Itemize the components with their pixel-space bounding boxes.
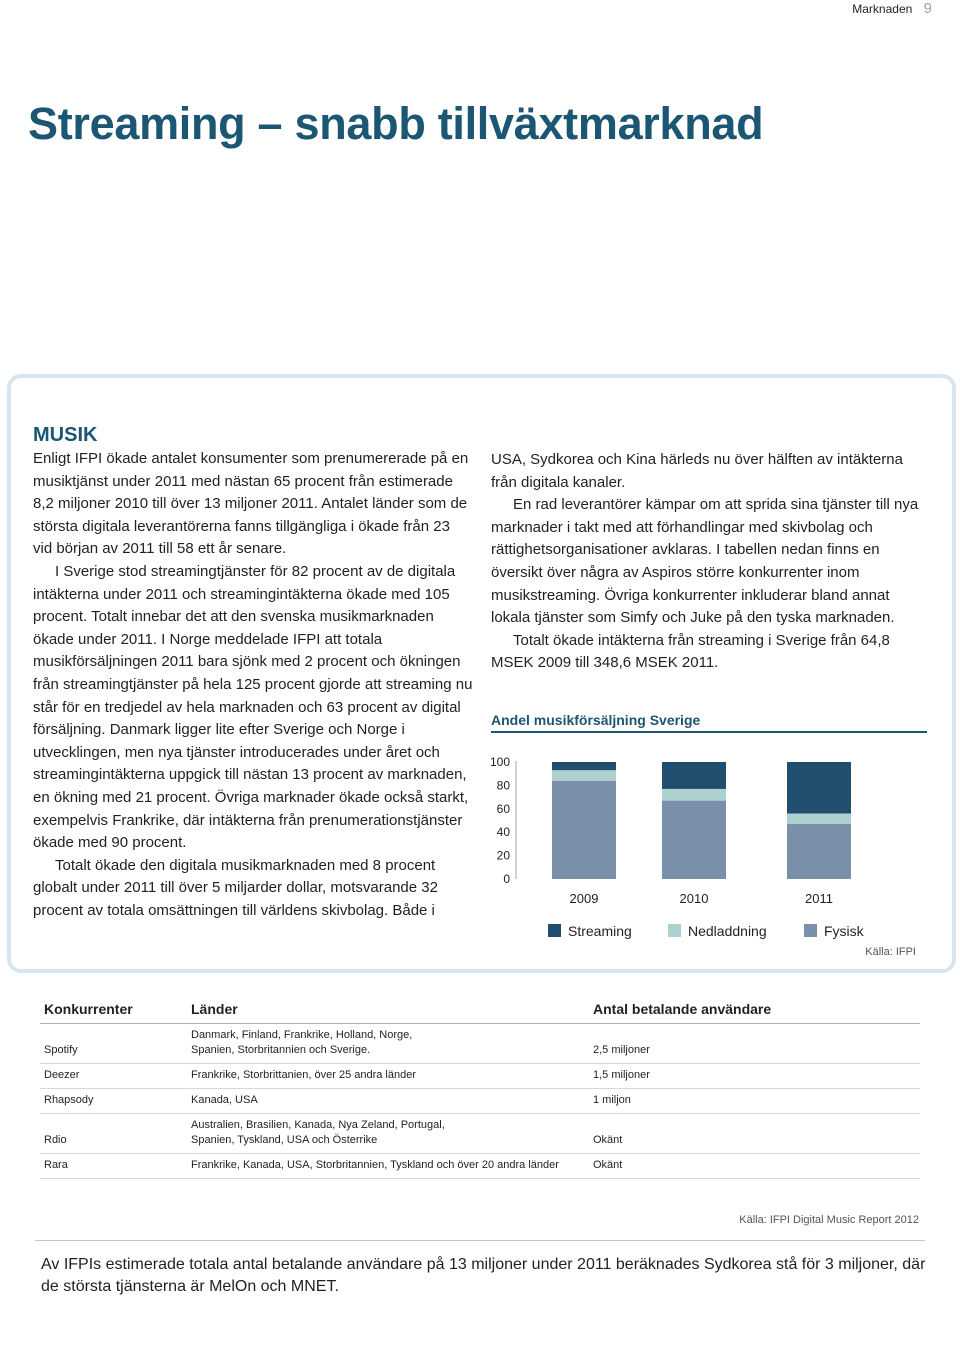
divider — [35, 1240, 925, 1241]
legend-swatch-fysisk — [804, 924, 817, 937]
bar-streaming-2009 — [552, 762, 616, 770]
table-row — [40, 1114, 920, 1154]
legend-swatch-nedladdning — [668, 924, 681, 937]
competitor-countries: Danmark, Finland, Frankrike, Holland, Norge, Spanien, Storbritannien och Sverige. — [187, 1024, 589, 1064]
paragraph: USA, Sydkorea och Kina härleds nu över hälften av intäkterna från digitala kanaler. — [491, 451, 903, 491]
chart-source: Källa: IFPI — [865, 946, 916, 958]
table-row — [40, 1024, 920, 1064]
legend-label: Nedladdning — [688, 923, 767, 939]
y-tick-label: 60 — [496, 801, 510, 816]
competitor-name: Rhapsody — [40, 1089, 187, 1114]
bar-fysisk-2010 — [662, 801, 726, 879]
table-row — [40, 1064, 920, 1089]
bar-nedladdning-2011 — [787, 813, 851, 824]
y-tick-label: 40 — [496, 825, 510, 840]
bar-fysisk-2011 — [787, 824, 851, 879]
chart-title-rule — [491, 731, 927, 733]
column-header-competitors: Konkurrenter — [40, 998, 187, 1024]
y-tick-label: 100 — [489, 755, 510, 769]
competitor-users: Okänt — [589, 1154, 920, 1179]
competitor-countries: Frankrike, Kanada, USA, Storbritannien, Tyskland och över 20 andra länder — [187, 1154, 589, 1179]
y-tick-label: 80 — [496, 778, 510, 793]
running-header — [852, 0, 932, 16]
competitor-name: Rara — [40, 1154, 187, 1179]
bar-streaming-2010 — [662, 762, 726, 789]
article-right-column — [491, 449, 931, 675]
chart-title: Andel musikförsäljning Sverige — [491, 712, 701, 728]
competitor-users: Okänt — [589, 1114, 920, 1154]
page-title: Streaming – snabb tillväxtmarknad — [28, 98, 764, 149]
competitor-users: 1,5 miljoner — [589, 1064, 920, 1089]
paragraph: En rad leverantörer kämpar om att sprida sina tjänster till nya marknader i takt med att förhandlingar med skivbolag och rättighetsorganisationer avklaras. I tabellen nedan finns en översikt över några av Aspiros större konkurrenter inom musikstreaming. Övriga konkurrenter inkluderar bland annat lokala tjänster som Simfy och Juke på den tyska marknaden. — [491, 496, 919, 627]
competitor-countries: Frankrike, Storbrittanien, över 25 andra länder — [187, 1064, 589, 1089]
paragraph: I Sverige stod streamingtjänster för 82 procent av de digitala intäkterna under 2011 och streamingintäkterna ökade med 105 procent. Totalt innebar det att den svenska musikmarknaden ökade under 2011. I Norge meddelade IFPI att totala musikförsäljningen 2011 bara sjönk med 2 procent och ökningen från streamingtjänster på hela 125 procent gjorde att streaming nu står för en tredjedel av hela marknaden och 63 procent av digital försäljning. Danmark ligger lite efter Sverige och Norge i utvecklingen, men nya tjänster introducerades under året och streamingintäkterna uppgick till nästan 13 procent av marknaden, en ökning med 21 procent. Övriga marknader ökade också starkt, exempelvis Frankrike, där intäkterna från prenumerationstjänster ökade med 90 procent. — [33, 562, 473, 852]
bar-streaming-2011 — [787, 762, 851, 813]
page-number: 9 — [923, 0, 932, 17]
legend-label: Streaming — [568, 923, 632, 939]
article-left-column — [33, 422, 473, 922]
table-row — [40, 1089, 920, 1114]
y-tick-label: 0 — [503, 872, 510, 886]
competitor-name: Rdio — [40, 1114, 187, 1154]
x-tick-label: 2009 — [569, 891, 599, 906]
table-source: Källa: IFPI Digital Music Report 2012 — [739, 1214, 919, 1226]
paragraph: Totalt ökade intäkterna från streaming i Sverige från 64,8 MSEK 2009 till 348,6 MSEK 2011. — [491, 631, 890, 672]
x-tick-label: 2010 — [679, 891, 709, 906]
y-tick-label: 20 — [496, 848, 510, 863]
bar-nedladdning-2010 — [662, 789, 726, 801]
competitor-countries: Kanada, USA — [187, 1089, 589, 1114]
column-header-countries: Länder — [187, 998, 589, 1024]
article-heading: MUSIK — [33, 424, 98, 446]
stacked-bar-chart — [482, 745, 927, 945]
x-tick-label: 2011 — [805, 891, 833, 906]
competitor-name: Deezer — [40, 1064, 187, 1089]
paragraph: Totalt ökade den digitala musikmarknaden med 8 procent globalt under 2011 till över 5 miljarder dollar, motsvarande 32 procent av totala omsättningen till världens skivbolag. Både i — [33, 856, 438, 919]
competitor-users: 2,5 miljoner — [589, 1024, 920, 1064]
competitor-countries: Australien, Brasilien, Kanada, Nya Zeland, Portugal, Spanien, Tyskland, USA och Österrike — [187, 1114, 589, 1154]
column-header-users: Antal betalande användare — [589, 998, 920, 1024]
competitors-table — [40, 998, 920, 1179]
table-header-row — [40, 998, 920, 1024]
competitor-users: 1 miljon — [589, 1089, 920, 1114]
legend-label: Fysisk — [824, 923, 864, 939]
footnote: Av IFPIs estimerade totala antal betalande användare på 13 miljoner under 2011 beräknades Sydkorea stå för 3 miljoner, där de största tjänsterna är MelOn och MNET. — [41, 1256, 926, 1295]
bar-nedladdning-2009 — [552, 770, 616, 781]
table-row — [40, 1154, 920, 1179]
legend-swatch-streaming — [548, 924, 561, 937]
bar-fysisk-2009 — [552, 781, 616, 879]
paragraph: Enligt IFPI ökade antalet konsumenter som prenumererade på en musiktjänst under 2011 med nästan 65 procent från estimerade 8,2 miljoner 2010 till över 13 miljoner 2011. Antalet länder som de största digitala leverantörerna fanns tillgängliga i ökade från 23 vid början av 2011 till 58 ett år senare. — [33, 450, 469, 558]
section-name: Marknaden — [852, 2, 913, 16]
competitor-name: Spotify — [40, 1024, 187, 1064]
